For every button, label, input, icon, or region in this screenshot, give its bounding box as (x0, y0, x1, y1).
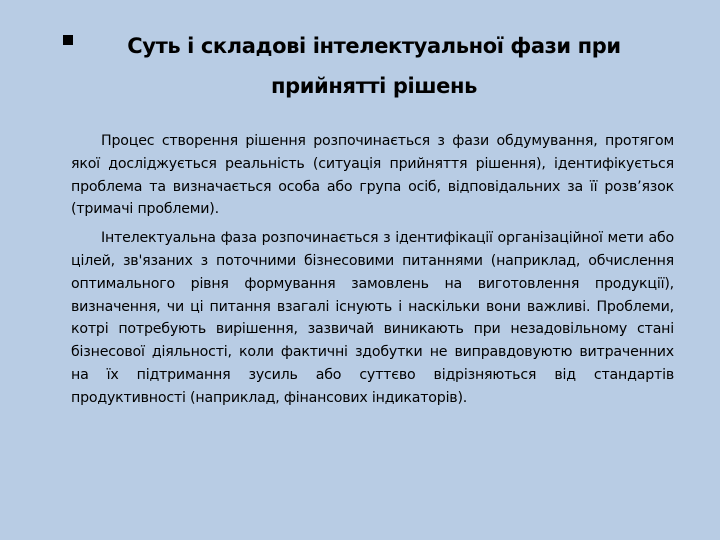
paragraph-1: Процес створення рішення розпочинається з фази обдумування, протягом якої досліджується реальність (ситуація прийняття рішення), ідентифікується проблема та визначається особа або група осіб, відповідальних за її розв’язок (тримачі проблеми). (71, 133, 674, 218)
paragraph-2: Інтелектуальна фаза розпочинається з ідентифікації організаційної мети або цілей, зв'язаних з поточними бізнесовими питаннями (наприклад, обчислення оптимального рівня формування замовлень на виготовлення продукції), визначення, чи ці питання взагалі існують і наскільки вони важливі. Проблеми, котрі потребують вирішення, зазвичай виникають при незадовільному стані бізнесової діяльності, коли фактичні здобутки не виправдовуютю витраченних на їх підтримання зусиль або суттєво відрізняються від стандартів продуктивності (наприклад, фінансових індикаторів). (71, 230, 674, 406)
slide-title: Суть і складові інтелектуальної фази при прийнятті рішень (127, 34, 621, 98)
square-bullet-icon (63, 35, 73, 45)
slide-body (71, 130, 674, 416)
